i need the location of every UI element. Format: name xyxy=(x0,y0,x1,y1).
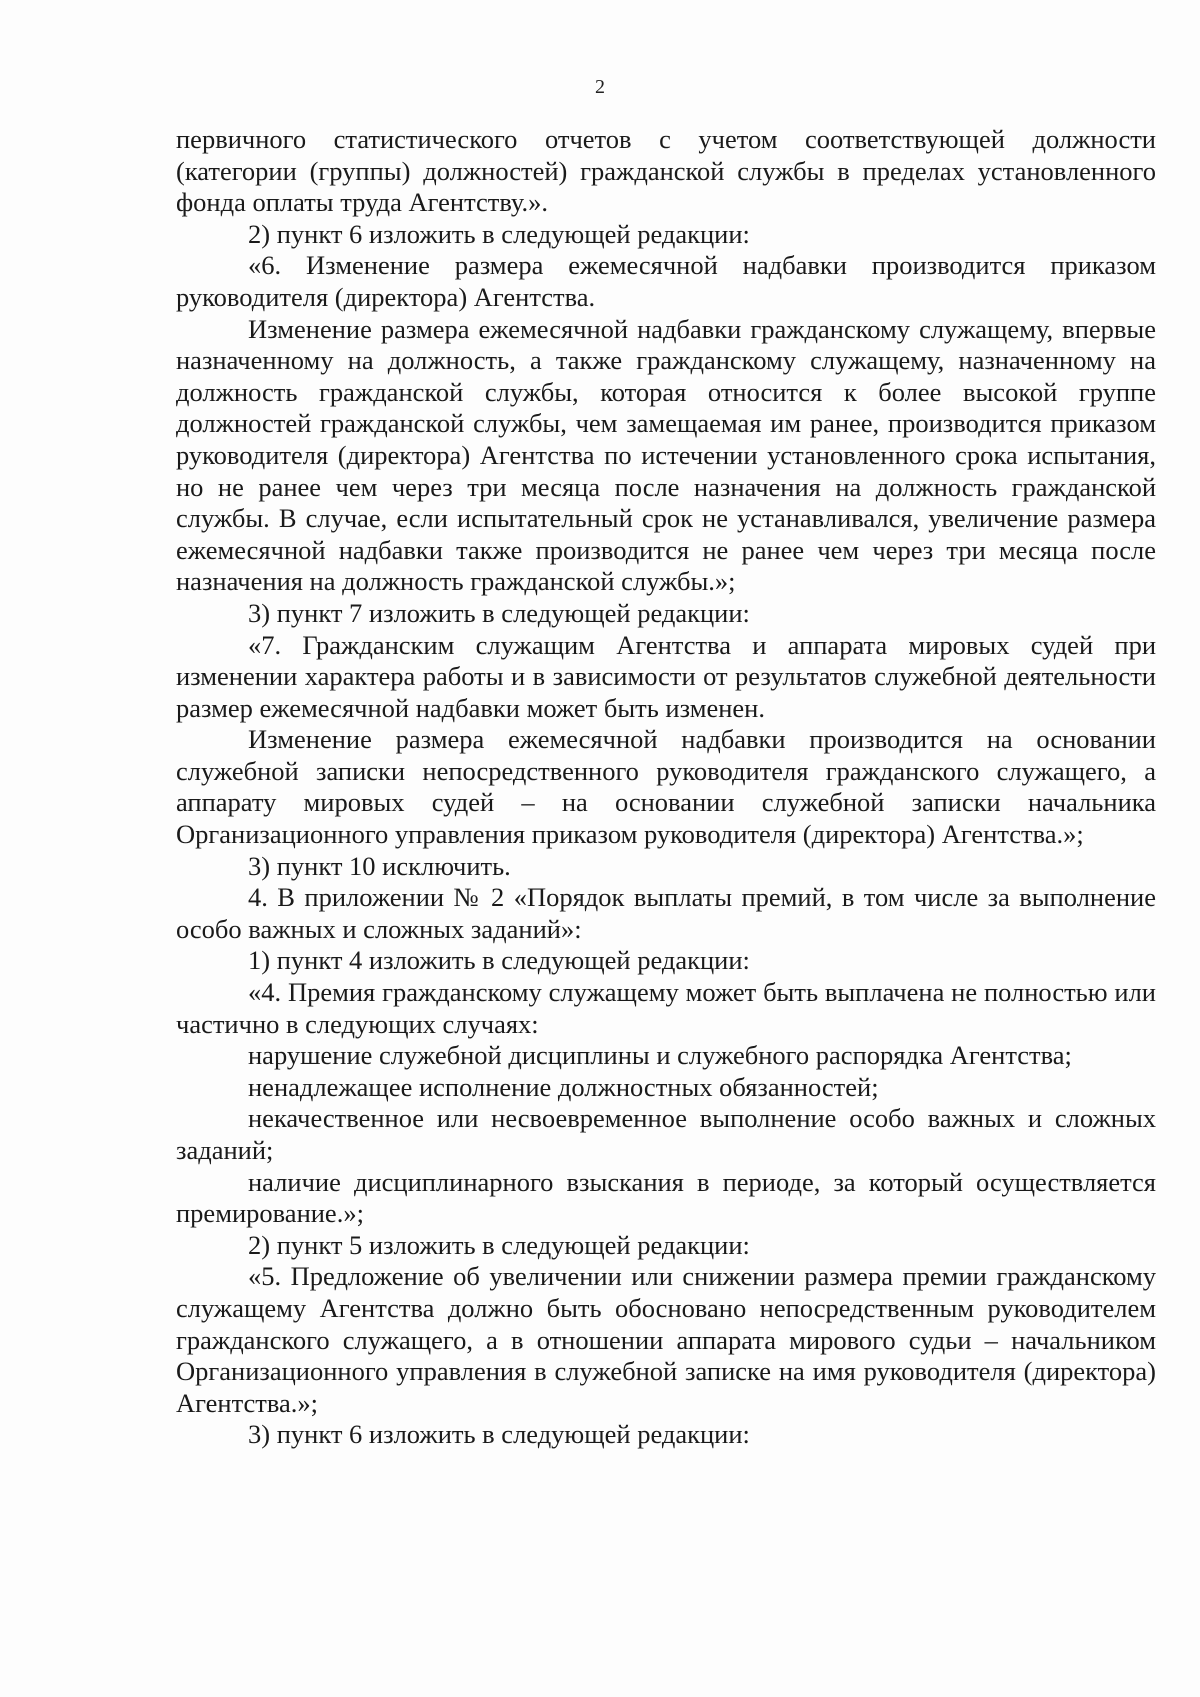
paragraph: нарушение служебной дисциплины и служебного распорядка Агентства; xyxy=(248,1040,1072,1071)
paragraph: Изменение размера ежемесячной надбавки производится на основании служебной записки непосредственного руководителя гражданского служащего, а аппарату мировых судей – на основании служебной записки начальника Организационного управления приказом руководителя (директора) Агентства.»; xyxy=(176,724,1156,850)
paragraph: ненадлежащее исполнение должностных обязанностей; xyxy=(248,1071,879,1102)
paragraph: 3) пункт 10 исключить. xyxy=(248,850,511,881)
paragraph: «7. Гражданским служащим Агентства и аппарата мировых судей при изменении характера работы и в зависимости от результатов служебной деятельности размер ежемесячной надбавки может быть изменен. xyxy=(176,629,1156,723)
paragraph: 2) пункт 5 изложить в следующей редакции: xyxy=(248,1229,750,1260)
page-number: 2 xyxy=(595,76,605,98)
paragraph: 1) пункт 4 изложить в следующей редакции: xyxy=(248,945,750,976)
paragraph: некачественное или несвоевременное выполнение особо важных и сложных заданий; xyxy=(176,1103,1156,1165)
paragraph: Изменение размера ежемесячной надбавки гражданскому служащему, впервые назначенному на должность, а также гражданскому служащему, назначенному на должность гражданской службы, которая относится к более высокой группе должностей гражданской службы, чем замещаемая им ранее, производится приказом руководителя (директора) Агентства по истечении установленного срока испытания, но не ранее чем через три месяца после назначения на должность гражданской службы. В случае, если испытательный срок не устанавливался, увеличение размера ежемесячной надбавки также производится не ранее чем через три месяца после назначения на должность гражданской службы.»; xyxy=(176,313,1156,597)
paragraph: 2) пункт 6 изложить в следующей редакции: xyxy=(248,218,750,249)
paragraph: 4. В приложении № 2 «Порядок выплаты премий, в том числе за выполнение особо важных и сложных заданий»: xyxy=(176,882,1156,944)
paragraph: 3) пункт 7 изложить в следующей редакции: xyxy=(248,597,750,628)
paragraph: «5. Предложение об увеличении или снижении размера премии гражданскому служащему Агентства должно быть обосновано непосредственным руководителем гражданского служащего, а в отношении аппарата мирового судьи – начальником Организационного управления в служебной записке на имя руководителя (директора) Агентства.»; xyxy=(176,1261,1156,1418)
paragraph: «6. Изменение размера ежемесячной надбавки производится приказом руководителя (директора) Агентства. xyxy=(176,250,1156,312)
paragraph: «4. Премия гражданскому служащему может быть выплачена не полностью или частично в следующих случаях: xyxy=(176,977,1156,1039)
paragraph: первичного статистического отчетов с учетом соответствующей должности (категории (группы) должностей) гражданской службы в пределах установленного фонда оплаты труда Агентству.». xyxy=(176,124,1156,218)
paragraph: 3) пункт 6 изложить в следующей редакции: xyxy=(248,1419,750,1450)
document-body xyxy=(176,124,1156,1451)
paragraph: наличие дисциплинарного взыскания в периоде, за который осуществляется премирование.»; xyxy=(176,1166,1156,1229)
